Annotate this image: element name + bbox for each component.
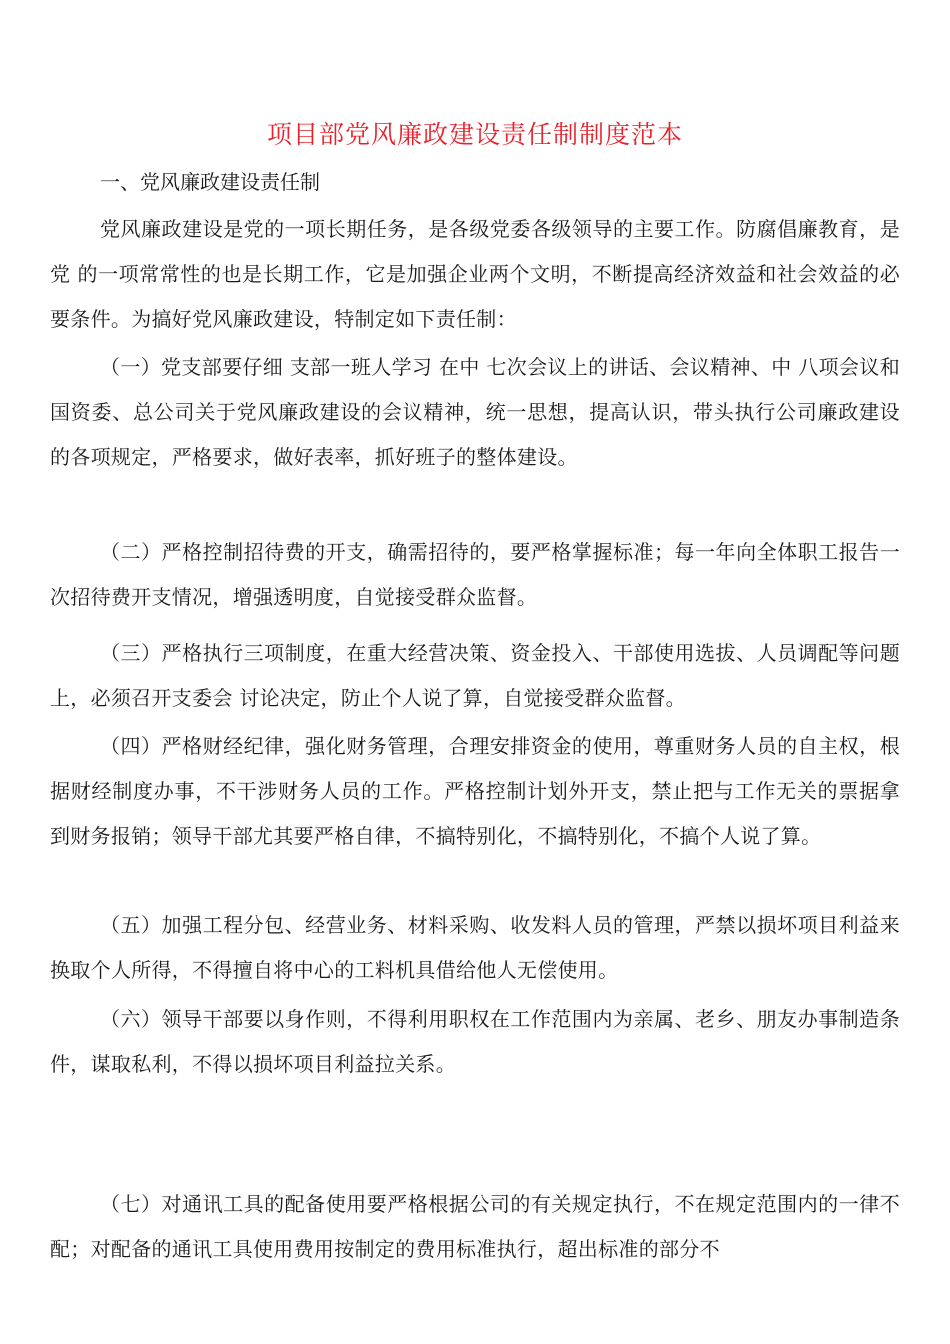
paragraph-item-4: （四）严格财经纪律，强化财务管理，合理安排资金的使用，尊重财务人员的自主权，根据财经制度办事，不干涉财务人员的工作。严格控制计划外开支，禁止把与工作无关的票据拿到财务报销；领导干部尤其要严格自律，不搞特别化，不搞特别化，不搞个人说了算。 [50, 734, 900, 848]
paragraph-item-2: （二）严格控制招待费的开支，确需招待的，要严格掌握标准；每一年向全体职工报告一次招待费开支情况，增强透明度，自觉接受群众监督。 [50, 540, 900, 609]
paragraph-item-3: （三）严格执行三项制度，在重大经营决策、资金投入、干部使用选拔、人员调配等问题上，必须召开支委会 讨论决定，防止个人说了算，自觉接受群众监督。 [50, 641, 900, 710]
paragraph-item-7: （七）对通讯工具的配备使用要严格根据公司的有关规定执行，不在规定范围内的一律不配；对配备的通讯工具使用费用按制定的费用标准执行，超出标准的部分不 [50, 1192, 900, 1261]
section-heading: 一、党风廉政建设责任制 [100, 170, 320, 194]
paragraph-item-5: （五）加强工程分包、经营业务、材料采购、收发料人员的管理，严禁以损坏项目利益来换取个人所得，不得擅自将中心的工料机具借给他人无偿使用。 [50, 913, 900, 982]
paragraph-intro: 党风廉政建设是党的一项长期任务，是各级党委各级领导的主要工作。防腐倡廉教育，是党 的一项常常性的也是长期工作，它是加强企业两个文明，不断提高经济效益和社会效益的必要条件。为搞好党风廉政建设，特制定如下责任制： [50, 217, 900, 331]
document-title: 项目部党风廉政建设责任制制度范本 [266, 120, 683, 149]
paragraph-item-1: （一）党支部要仔细 支部一班人学习 在中 七次会议上的讲话、会议精神、中 八项会议和国资委、总公司关于党风廉政建设的会议精神，统一思想，提高认识，带头执行公司廉政建设的各项规定，严格要求，做好表率，抓好班子的整体建设。 [50, 355, 900, 469]
paragraph-item-6: （六）领导干部要以身作则，不得利用职权在工作范围内为亲属、老乡、朋友办事制造条件，谋取私利，不得以损坏项目利益拉关系。 [50, 1007, 900, 1076]
